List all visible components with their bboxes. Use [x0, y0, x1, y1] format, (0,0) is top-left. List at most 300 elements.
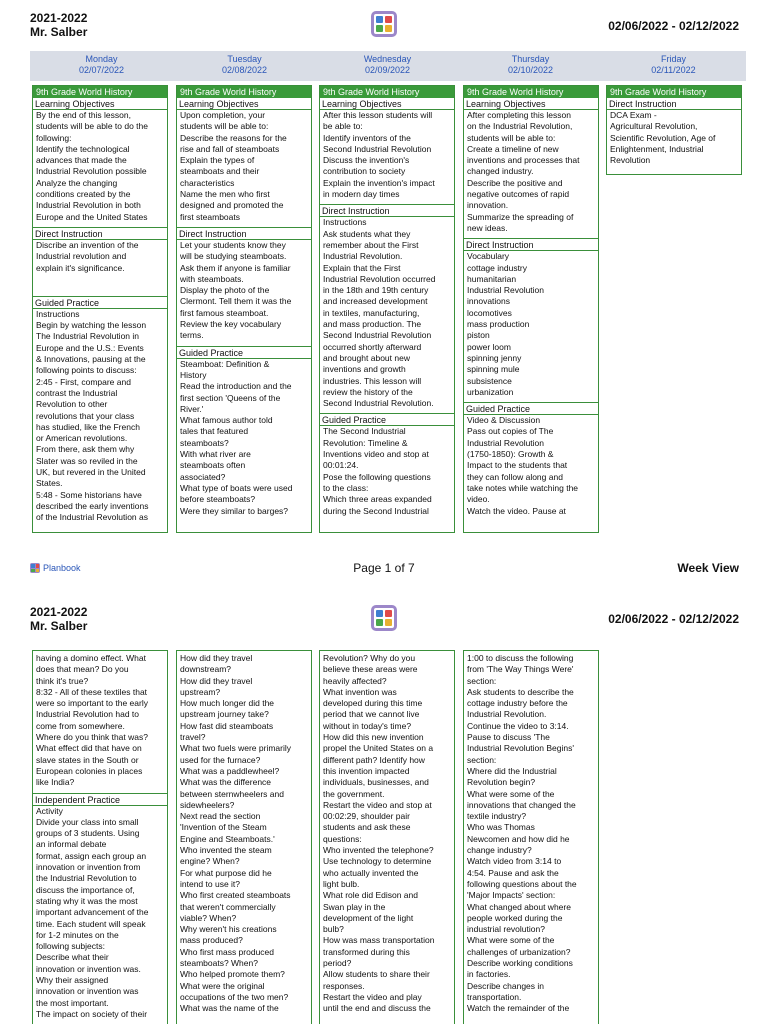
section-text-line: Describe the reasons for the [180, 132, 287, 143]
section-text-line: Restart the video and play [323, 991, 422, 1002]
section-text-line: Ask them if anyone is familiar [180, 262, 291, 273]
lesson-section [33, 228, 167, 297]
section-text-line: What changed about where [467, 901, 571, 912]
section-text-line: does that mean? Do you [36, 664, 129, 675]
section-text-line: following: [36, 132, 72, 143]
section-text-line: Next read the section [180, 811, 261, 822]
section-text-line: Slater was so reviled in the [36, 455, 138, 466]
section-text-line: change industry? [467, 845, 532, 856]
section-text-line: Divide your class into small [36, 816, 139, 827]
section-text-line: steamboats? [180, 437, 229, 448]
section-text-line: Continue the video to 3:14. [467, 720, 569, 731]
section-title: Direct Instruction [607, 98, 741, 110]
lesson-section [177, 98, 311, 228]
section-text-line: downstream? [180, 664, 232, 675]
section-text-line: Revolution [610, 155, 651, 166]
section-text-line: they can follow along and [467, 471, 563, 482]
section-text-line: Revolution begin? [467, 777, 536, 788]
day-date: 02/11/2022 [651, 65, 696, 75]
section-text-line: Agricultural Revolution, [610, 121, 698, 132]
section-text-line: What was a paddlewheel? [180, 765, 280, 776]
section-text-line: students and ask these [323, 822, 411, 833]
section-text-line: Second Industrial Revolution [323, 143, 432, 154]
section-text-line: What two fuels were primarily [180, 743, 292, 754]
section-text-line: Swan play in the [323, 901, 386, 912]
section-text-line: Discribe an invention of the [36, 239, 139, 250]
section-text-line: first section 'Queens of the [180, 392, 281, 403]
section-text-line: without in today's time? [323, 720, 412, 731]
section-text-line: Restart the video and stop at [323, 799, 432, 810]
section-text-line: characteristics [180, 177, 235, 188]
section-text-line: Industrial Revolution occurred [323, 273, 436, 284]
section-text-line: conditions created by the [36, 189, 131, 200]
section-text-line: Industrial Revolution had to [36, 709, 140, 720]
lesson-section [33, 794, 167, 1024]
section-text-line: How did they travel [180, 675, 253, 686]
section-text-line: or American revolutions. [36, 433, 128, 444]
section-text-line: in the 18th and 19th century [323, 285, 429, 296]
section-text-line: video. [467, 494, 490, 505]
section-text-line: used for the furnace? [180, 754, 261, 765]
section-text-line: individuals, businesses, and [323, 777, 429, 788]
section-text-line: Revolution? Why do you [323, 653, 416, 663]
day-name: Thursday [511, 54, 550, 64]
section-text-line: contribution to society [323, 166, 406, 177]
section-text-line: 'Invention of the Steam [180, 822, 267, 833]
section-title: Learning Objectives [464, 98, 598, 110]
lesson-section [177, 228, 311, 347]
section-text-line: questions: [323, 833, 362, 844]
section-text-line: Who invented the telephone? [323, 845, 434, 856]
section-title: Learning Objectives [177, 98, 311, 110]
section-text-line: Who helped promote them? [180, 969, 285, 980]
section-text-line: review the history of the [323, 386, 413, 397]
section-text-line: to the class: [323, 482, 369, 493]
section-text-line: and mass production. The [323, 319, 422, 330]
section-text-line: Enlightenment, Industrial [610, 143, 704, 154]
section-text-line: States. [36, 478, 63, 489]
section-text-line: Revolution: Timeline & [323, 437, 408, 448]
section-title: Guided Practice [464, 403, 598, 415]
section-text-line: How was mass transportation [323, 935, 435, 946]
view-label: Week View [677, 561, 739, 575]
lesson-card-thursday-cont[interactable] [463, 650, 599, 1024]
section-text-line: new ideas. [467, 222, 508, 233]
section-text-line: Instructions [323, 217, 367, 228]
section-text-line: Industrial Revolution in both [36, 200, 141, 211]
section-text-line: Industrial Revolution. [323, 251, 403, 262]
section-text-line: Steamboat: Definition & [180, 358, 270, 369]
lesson-section [320, 414, 454, 520]
lesson-section [33, 98, 167, 228]
lesson-section [464, 651, 598, 1019]
section-title: Direct Instruction [177, 228, 311, 240]
day-name: Wednesday [363, 54, 412, 64]
section-title: Direct Instruction [320, 205, 454, 217]
section-text-line: 8:32 - All of these textiles that [36, 686, 148, 697]
section-title: Learning Objectives [320, 98, 454, 110]
course-title: 9th Grade World History [464, 86, 598, 98]
course-title: 9th Grade World History [320, 86, 454, 98]
day-name: Monday [85, 54, 118, 64]
section-text-line: What invention was [323, 686, 397, 697]
section-text-line: Second Industrial Revolution. [323, 398, 434, 409]
section-text-line: Who invented the steam [180, 845, 272, 856]
section-text-line: Video & Discussion [467, 415, 541, 426]
day-name: Friday [660, 54, 686, 64]
section-text-line: with steamboats. [180, 273, 244, 284]
section-text-line: having a domino effect. What [36, 653, 146, 663]
section-text-line: Why weren't his creations [180, 924, 277, 935]
section-text-line: for 1-2 minutes on the [36, 929, 119, 940]
section-text-line: From there, ask them why [36, 444, 135, 455]
section-text-line: described the early inventions [36, 500, 149, 511]
section-text-line: Explain that the First [323, 262, 401, 273]
section-text-line: before steamboats? [180, 494, 256, 505]
section-text-line: industrial revolution? [467, 924, 545, 935]
section-text-line: Industrial revolution and [36, 251, 127, 262]
section-text-line: subsistence [467, 375, 512, 386]
section-text-line: & Innovations, pausing at the [36, 354, 146, 365]
section-text-line: The impact on society of their [36, 1008, 148, 1019]
section-text-line: negative outcomes of rapid [467, 189, 570, 200]
lesson-card-wednesday[interactable] [319, 85, 455, 533]
section-text-line: Clermont. Tell them it was the [180, 296, 292, 307]
section-text-line: believe these areas were [323, 664, 418, 675]
section-text-line: With what river are [180, 449, 251, 460]
planbook-label: Planbook [43, 563, 81, 573]
section-text-line: explain it's significance. [36, 262, 125, 273]
section-text-line: steamboats and their [180, 166, 260, 177]
section-text-line: Scientific Revolution, Age of [610, 132, 716, 143]
section-text-line: How did this new invention [323, 732, 424, 743]
section-text-line: section: [467, 754, 497, 765]
section-text-line: stating why it was the most [36, 895, 138, 906]
section-title: Independent Practice [33, 794, 167, 806]
section-text-line: light bulb. [323, 878, 360, 889]
section-text-line: Industrial Revolution possible [36, 166, 147, 177]
section-text-line: 00:01:24. [323, 460, 359, 471]
lesson-card-tuesday[interactable] [176, 85, 312, 533]
lesson-section [33, 651, 167, 794]
section-text-line: After completing this lesson [467, 110, 571, 120]
section-text-line: What effect did that have on [36, 743, 142, 754]
section-text-line: terms. [180, 330, 204, 341]
section-text-line: History [180, 369, 207, 380]
school-year: 2021-2022 [30, 605, 88, 619]
section-text-line: Summarize the spreading of [467, 211, 574, 222]
section-text-line: transportation. [467, 991, 522, 1002]
section-text-line: challenges of urbanization? [467, 946, 571, 957]
section-text-line: inventions and growth [323, 364, 406, 375]
section-text-line: urbanization [467, 386, 514, 397]
section-text-line: the government. [323, 788, 385, 799]
section-text-line: Use technology to determine [323, 856, 432, 867]
section-text-line: What type of boats were used [180, 482, 293, 493]
section-text-line: tales that featured [180, 426, 249, 437]
section-text-line: The Industrial Revolution in [36, 331, 140, 342]
section-text-line: like India? [36, 777, 75, 788]
lesson-section [177, 347, 311, 521]
section-text-line: were so important to the early [36, 698, 148, 709]
section-text-line: 00:02:29, shoulder pair [323, 811, 410, 822]
section-text-line: UK, but revered in the United [36, 467, 146, 478]
section-text-line: Europe and the U.S.: Events [36, 342, 144, 353]
day-header-thursday[interactable] [459, 51, 602, 81]
course-title: 9th Grade World History [177, 86, 311, 98]
section-text-line: mass produced? [180, 935, 243, 946]
day-name: Tuesday [227, 54, 262, 64]
section-text-line: Revolution to other [36, 399, 108, 410]
section-text-line: has studied, like the French [36, 421, 140, 432]
section-text-line: The Second Industrial [323, 426, 406, 437]
section-text-line: mass production [467, 319, 530, 330]
lesson-card-monday-cont[interactable] [32, 650, 168, 1024]
section-text-line: steamboats? When? [180, 958, 258, 969]
planbook-logo-icon [371, 11, 397, 37]
section-text-line: innovations [467, 296, 511, 307]
section-text-line: occurred shortly afterward [323, 341, 422, 352]
section-text-line: Watch video from 3:14 to [467, 856, 562, 867]
section-text-line: Explain the invention's impact [323, 177, 435, 188]
section-text-line: innovation. [467, 200, 509, 211]
page-header-left [30, 605, 87, 633]
section-text-line: Describe working conditions [467, 958, 573, 969]
section-text-line: students will be able to do the [36, 121, 148, 132]
section-text-line: following subjects: [36, 941, 105, 952]
lesson-card-friday[interactable] [606, 85, 742, 175]
section-text-line: think it's true? [36, 675, 89, 686]
section-text-line: How did they travel [180, 653, 253, 663]
section-text-line: section: [467, 675, 497, 686]
section-text-line: Pass out copies of The [467, 426, 554, 437]
section-text-line: steamboats often [180, 460, 246, 471]
section-text-line: different path? Identify how [323, 754, 425, 765]
section-text-line: Which three areas expanded [323, 494, 432, 505]
section-text-line: European colonies in places [36, 765, 143, 776]
course-title: 9th Grade World History [33, 86, 167, 98]
section-text-line: innovations that changed the [467, 799, 576, 810]
section-text-line: Identify inventors of the [323, 132, 411, 143]
section-text-line: the most important. [36, 997, 109, 1008]
section-text-line: and increased development [323, 296, 428, 307]
date-range: 02/06/2022 - 02/12/2022 [608, 612, 739, 626]
section-text-line: viable? When? [180, 912, 237, 923]
section-text-line: heavily affected? [323, 675, 387, 686]
section-text-line: Newcomen and how did he [467, 833, 570, 844]
section-text-line: people worked during the [467, 912, 563, 923]
day-header-row [30, 51, 746, 81]
section-text-line: engine? When? [180, 856, 240, 867]
section-text-line: upstream journey take? [180, 709, 269, 720]
teacher-name: Mr. Salber [30, 619, 88, 633]
school-year: 2021-2022 [30, 11, 88, 25]
course-title: 9th Grade World History [607, 86, 741, 98]
section-text-line: bulb? [323, 924, 344, 935]
section-text-line: transformed during this [323, 946, 410, 957]
section-text-line: Discuss the invention's [323, 155, 410, 166]
section-text-line: Inventions video and stop at [323, 449, 429, 460]
section-text-line: Upon completion, your [180, 110, 266, 120]
section-text-line: Watch the remainder of the [467, 1003, 570, 1014]
section-text-line: innovation or invention from [36, 862, 141, 873]
section-text-line: Industrial Revolution Begins' [467, 743, 574, 754]
day-header-wednesday[interactable] [316, 51, 459, 81]
section-text-line: 2:45 - First, compare and [36, 376, 131, 387]
section-text-line: of the Industrial Revolution as [36, 512, 148, 523]
section-text-line: What were some of the [467, 788, 555, 799]
section-text-line: an informal debate [36, 839, 107, 850]
section-text-line: Create a timeline of new [467, 143, 559, 154]
section-title: Guided Practice [177, 347, 311, 359]
lesson-card-wednesday-cont[interactable] [319, 650, 455, 1024]
section-text-line: Second Industrial Revolution [323, 330, 432, 341]
section-text-line: piston [467, 330, 490, 341]
section-text-line: River.' [180, 403, 204, 414]
section-text-line: What role did Edison and [323, 890, 418, 901]
section-text-line: 'Major Impacts' section: [467, 890, 556, 901]
section-text-line: Identify the technological [36, 143, 130, 154]
day-header-tuesday[interactable] [173, 51, 316, 81]
section-text-line: intend to use it? [180, 878, 241, 889]
day-header-friday[interactable] [602, 51, 745, 81]
section-text-line: advances that made the [36, 155, 127, 166]
section-text-line: Review the key vocabulary [180, 319, 282, 330]
section-text-line: time. Each student will speak [36, 918, 146, 929]
section-text-line: students will be able to: [180, 121, 269, 132]
day-date: 02/10/2022 [507, 65, 554, 75]
section-text-line: slave states in the South or [36, 754, 139, 765]
section-text-line: come from somewhere. [36, 720, 125, 731]
section-title: Direct Instruction [464, 239, 598, 251]
lesson-card-thursday[interactable] [463, 85, 599, 533]
section-text-line: contrast the Industrial [36, 387, 118, 398]
section-text-line: rise and fall of steamboats [180, 143, 280, 154]
section-text-line: Were they similar to barges? [180, 505, 289, 516]
lesson-section [320, 651, 454, 1019]
section-text-line: humanitarian [467, 273, 517, 284]
section-text-line: and brought about new [323, 352, 410, 363]
date-range: 02/06/2022 - 02/12/2022 [608, 19, 739, 33]
section-text-line: innovation or invention was [36, 986, 139, 997]
section-text-line: in modern day times [323, 189, 400, 200]
section-text-line: DCA Exam - [610, 110, 657, 120]
section-text-line: who actually invented the [323, 867, 419, 878]
section-title: Direct Instruction [33, 228, 167, 240]
section-text-line: take notes while watching the [467, 482, 579, 493]
page-number: Page 1 of 7 [353, 561, 415, 575]
day-header-monday[interactable] [30, 51, 173, 81]
section-text-line: 1:00 to discuss the following [467, 653, 574, 663]
section-text-line: 4:54. Pause and ask the [467, 867, 559, 878]
section-text-line: Allow students to share their [323, 969, 430, 980]
section-text-line: Analyze the changing [36, 177, 118, 188]
section-text-line: students will be able to: [467, 132, 556, 143]
section-text-line: groups of 3 students. Using [36, 828, 140, 839]
lesson-section [607, 98, 741, 170]
section-text-line: following points to discuss: [36, 365, 137, 376]
section-text-line: Engine and Steamboats.' [180, 833, 275, 844]
section-text-line: that weren't commercially [180, 901, 276, 912]
section-text-line: upstream? [180, 686, 221, 697]
section-text-line: cottage industry [467, 262, 528, 273]
section-text-line: Where did the Industrial [467, 765, 557, 776]
section-text-line: Pause to discuss 'The [467, 732, 550, 743]
section-text-line: period? [323, 958, 352, 969]
day-date: 02/08/2022 [221, 65, 268, 75]
section-text-line: innovation or invention was. [36, 963, 141, 974]
section-text-line: be able to: [323, 121, 363, 132]
section-text-line: designed and promoted the [180, 200, 284, 211]
section-text-line: industries. This lesson will [323, 375, 422, 386]
section-text-line: Vocabulary [467, 251, 510, 262]
section-text-line: between sternwheelers and [180, 788, 284, 799]
section-text-line: Pose the following questions [323, 471, 431, 482]
section-text-line: Name the men who first [180, 189, 270, 200]
section-text-line: For what purpose did he [180, 867, 272, 878]
planbook-page-2 [0, 590, 768, 1024]
section-text-line: Ask students to describe the [467, 686, 574, 697]
section-text-line: Ask students what they [323, 228, 411, 239]
section-text-line: power loom [467, 341, 511, 352]
section-text-line: How much longer did the [180, 698, 275, 709]
section-text-line: What were the original [180, 980, 265, 991]
planbook-logo-icon [371, 605, 397, 631]
section-text-line: Display the photo of the [180, 285, 270, 296]
section-title: Learning Objectives [33, 98, 167, 110]
lesson-section [464, 98, 598, 239]
section-text-line: sidewheelers? [180, 799, 235, 810]
section-text-line: Europe and the United States [36, 211, 148, 222]
section-text-line: Explain the types of [180, 155, 255, 166]
section-text-line: first famous steamboat. [180, 307, 269, 318]
section-text-line: Industrial Revolution [467, 437, 545, 448]
section-text-line: Let your students know they [180, 239, 286, 250]
lesson-section [320, 98, 454, 205]
section-text-line: What famous author told [180, 415, 273, 426]
section-text-line: (1750-1850): Growth & [467, 449, 554, 460]
section-text-line: Begin by watching the lesson [36, 320, 147, 331]
section-text-line: on the Industrial Revolution, [467, 121, 573, 132]
section-text-line: until the end and discuss the [323, 1003, 431, 1014]
section-text-line: discuss the importance of, [36, 884, 135, 895]
lesson-section [320, 205, 454, 414]
section-text-line: Why their assigned [36, 975, 109, 986]
lesson-section [464, 239, 598, 403]
lesson-card-tuesday-cont[interactable] [176, 650, 312, 1024]
lesson-card-monday[interactable] [32, 85, 168, 533]
section-text-line: By the end of this lesson, [36, 110, 131, 120]
section-text-line: responses. [323, 980, 365, 991]
page-header-left [30, 11, 87, 39]
section-text-line: Industrial Revolution. [467, 709, 547, 720]
section-text-line: the Industrial Revolution to [36, 873, 137, 884]
section-text-line: spinning mule [467, 364, 520, 375]
section-text-line: Instructions [36, 308, 80, 319]
section-text-line: Industrial Revolution [467, 285, 545, 296]
section-text-line: changed industry. [467, 166, 534, 177]
section-text-line: Describe what their [36, 952, 109, 963]
section-text-line: format, assign each group an [36, 850, 147, 861]
section-text-line: associated? [180, 471, 226, 482]
lesson-section [33, 297, 167, 528]
section-text-line: remember about the First [323, 239, 419, 250]
section-text-line: Describe the positive and [467, 177, 563, 188]
section-text-line: period that we cannot live [323, 709, 420, 720]
section-text-line: Where do you think that was? [36, 732, 148, 743]
section-text-line: What was the difference [180, 777, 272, 788]
section-text-line: After this lesson students will [323, 110, 433, 120]
